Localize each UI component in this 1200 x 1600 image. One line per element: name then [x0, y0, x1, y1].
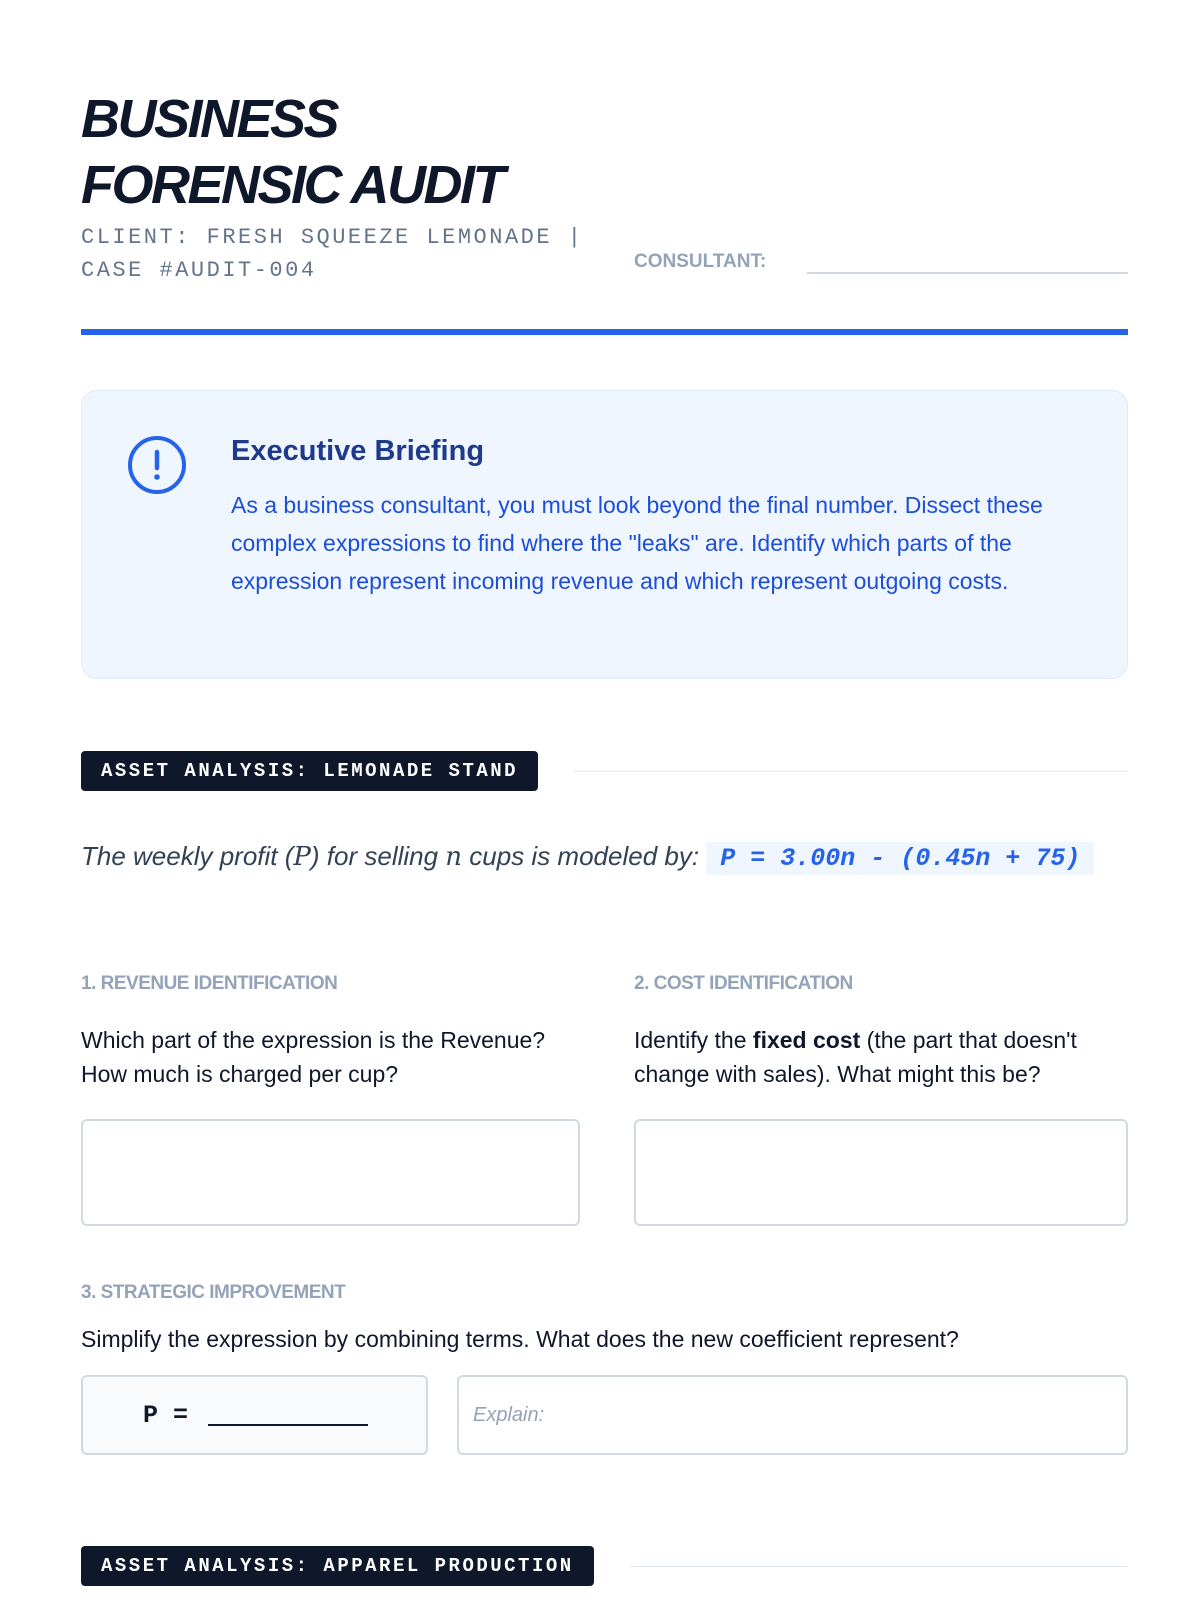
consultant-name-field[interactable]	[807, 272, 1128, 274]
section-tag-lemonade: ASSET ANALYSIS: LEMONADE STAND	[81, 751, 538, 791]
page-title-line-1: BUSINESS	[81, 89, 338, 149]
consultant-label: CONSULTANT:	[634, 251, 767, 272]
alert-circle-icon	[126, 434, 188, 496]
problem-statement	[81, 832, 1128, 883]
header-divider	[81, 329, 1128, 335]
client-line: CLIENT: FRESH SQUEEZE LEMONADE |	[81, 225, 584, 250]
formula-prefix: P =	[143, 1401, 189, 1430]
variable-n: n	[445, 842, 463, 872]
section-header-lemonade	[81, 751, 1128, 791]
section-divider	[573, 771, 1128, 772]
variable-p: P	[293, 842, 311, 872]
profit-expression: P = 3.00n - (0.45n + 75)	[706, 842, 1094, 875]
section-header-apparel	[81, 1546, 1128, 1586]
page-title	[81, 86, 1128, 218]
page-header	[81, 86, 1128, 218]
problem-tail: cups is modeled by:	[462, 841, 707, 871]
section-divider	[630, 1566, 1128, 1567]
question-1-label: 1. REVENUE IDENTIFICATION	[81, 973, 338, 994]
question-3-label: 3. STRATEGIC IMPROVEMENT	[81, 1282, 346, 1303]
case-meta	[81, 221, 1128, 291]
client-info	[81, 221, 621, 287]
formula-blank[interactable]	[208, 1424, 368, 1426]
case-number: CASE #AUDIT-004	[81, 258, 317, 283]
question-3-text: Simplify the expression by combining terms. What does the new coefficient represent?	[81, 1326, 959, 1352]
problem-lead: The weekly profit (	[81, 841, 294, 871]
question-2-answer-box[interactable]	[634, 1119, 1128, 1226]
problem-mid: ) for selling	[310, 841, 446, 871]
fixed-cost-term: fixed cost	[752, 1027, 861, 1053]
question-2-label: 2. COST IDENTIFICATION	[634, 973, 853, 994]
briefing-title: Executive Briefing	[231, 435, 485, 467]
question-1-text: Which part of the expression is the Revenue? How much is charged per cup?	[81, 1027, 546, 1087]
question-1-answer-box[interactable]	[81, 1119, 580, 1226]
simplified-formula-box	[81, 1375, 428, 1455]
page-title-line-2: FORENSIC AUDIT	[81, 155, 503, 215]
question-2-text-start: Identify the	[634, 1027, 753, 1053]
executive-briefing-callout	[81, 390, 1128, 679]
question-2-text	[634, 1023, 1128, 1091]
explain-input[interactable]	[457, 1375, 1128, 1455]
section-tag-apparel: ASSET ANALYSIS: APPAREL PRODUCTION	[81, 1546, 594, 1586]
question-2-text-end: (the part that doesn't change with sales). What might this be?	[634, 1027, 1077, 1087]
briefing-body: As a business consultant, you must look beyond the final number. Dissect these complex expressions to find where the "leaks" are. Identify which parts of the expression represent incoming revenue and which represent outgoing costs.	[231, 492, 1043, 594]
